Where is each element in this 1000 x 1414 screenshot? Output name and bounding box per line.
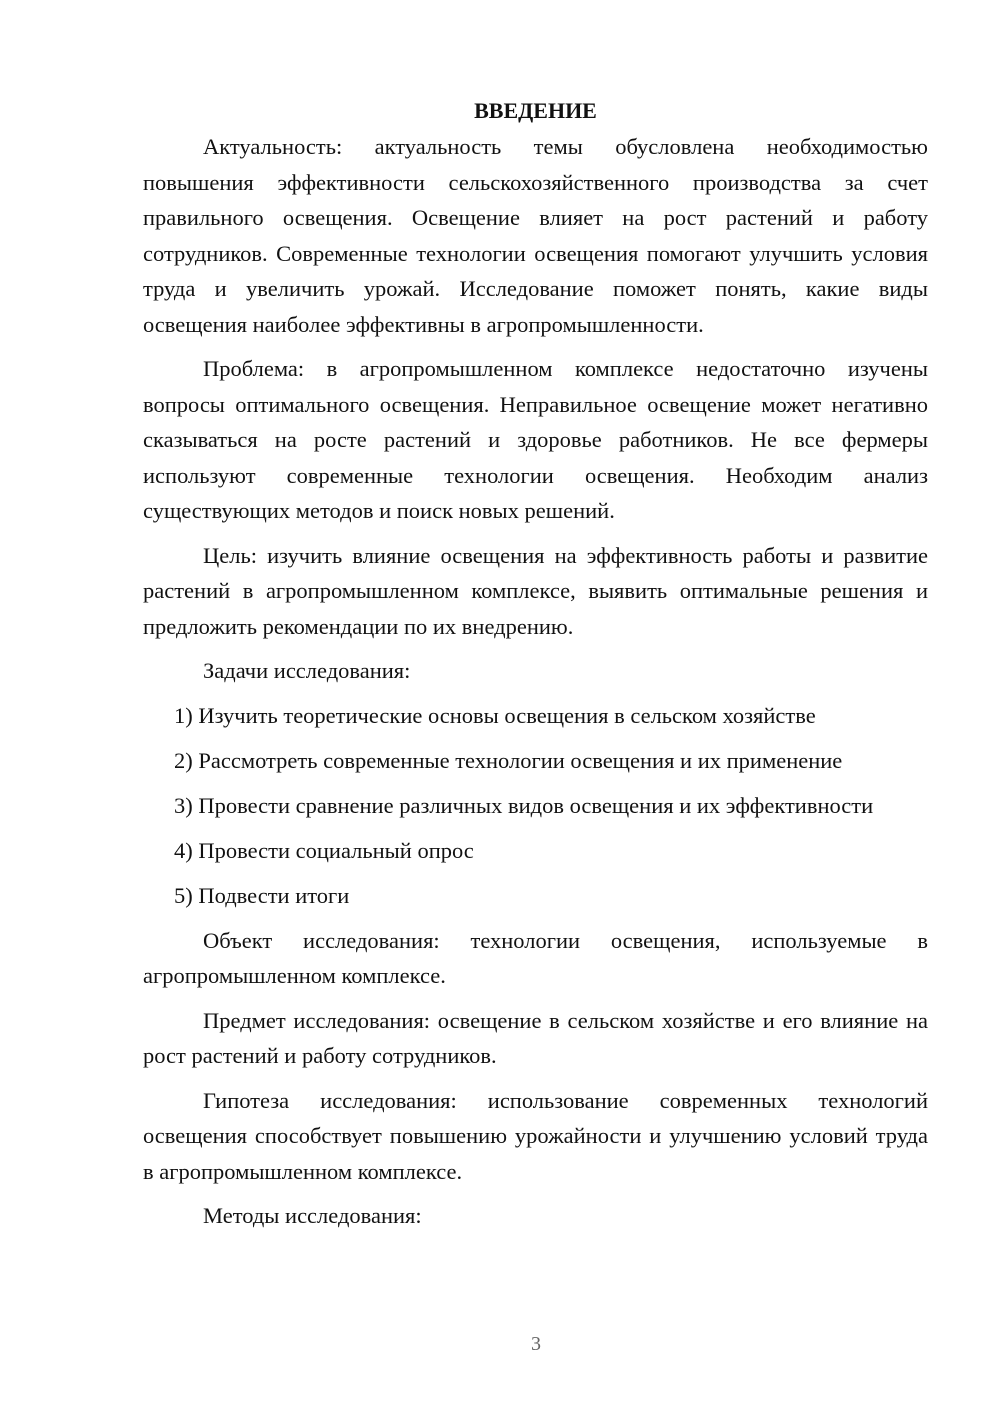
task-item-5: 5) Подвести итоги — [174, 882, 350, 908]
task-item-4: 4) Провести социальный опрос — [174, 837, 474, 863]
subject-paragraph: Предмет исследования: освещение в сельском хозяйстве и его влияние на рост растений и работу сотрудников. — [143, 1007, 928, 1068]
tasks-heading: Задачи исследования: — [203, 658, 411, 683]
task-item-3: 3) Провести сравнение различных видов освещения и их эффективности — [174, 792, 874, 818]
relevance-paragraph: Актуальность: актуальность темы обусловлена необходимостью повышения эффективности сельскохозяйственного производства за счет правильного освещения. Освещение влияет на рост растений и работу сотрудников. Современные технологии освещения помогают улучшить условия труда и увеличить урожай. Исследование поможет понять, какие виды освещения наиболее эффективны в агропромышленности. — [143, 134, 928, 337]
hypothesis-paragraph: Гипотеза исследования: использование современных технологий освещения способствует повышению урожайности и улучшению условий труда в агропромышленном комплексе. — [143, 1087, 928, 1184]
page-title: ВВЕДЕНИЕ — [474, 98, 597, 123]
page-number: 3 — [531, 1333, 541, 1355]
object-paragraph: Объект исследования: технологии освещения, используемые в агропромышленном комплексе. — [143, 927, 928, 988]
task-item-1: 1) Изучить теоретические основы освещения в сельском хозяйстве — [174, 702, 816, 728]
task-item-2: 2) Рассмотреть современные технологии освещения и их применение — [174, 747, 843, 773]
methods-paragraph: Методы исследования: — [203, 1203, 422, 1228]
page-content — [143, 94, 928, 1234]
goal-paragraph: Цель: изучить влияние освещения на эффективность работы и развитие растений в агропромышленном комплексе, выявить оптимальные решения и предложить рекомендации по их внедрению. — [143, 542, 928, 639]
problem-paragraph: Проблема: в агропромышленном комплексе недостаточно изучены вопросы оптимального освещения. Неправильное освещение может негативно сказываться на росте растений и здоровье работников. Не все фермеры используют современные технологии освещения. Необходим анализ существующих методов и поиск новых решений. — [143, 356, 928, 523]
